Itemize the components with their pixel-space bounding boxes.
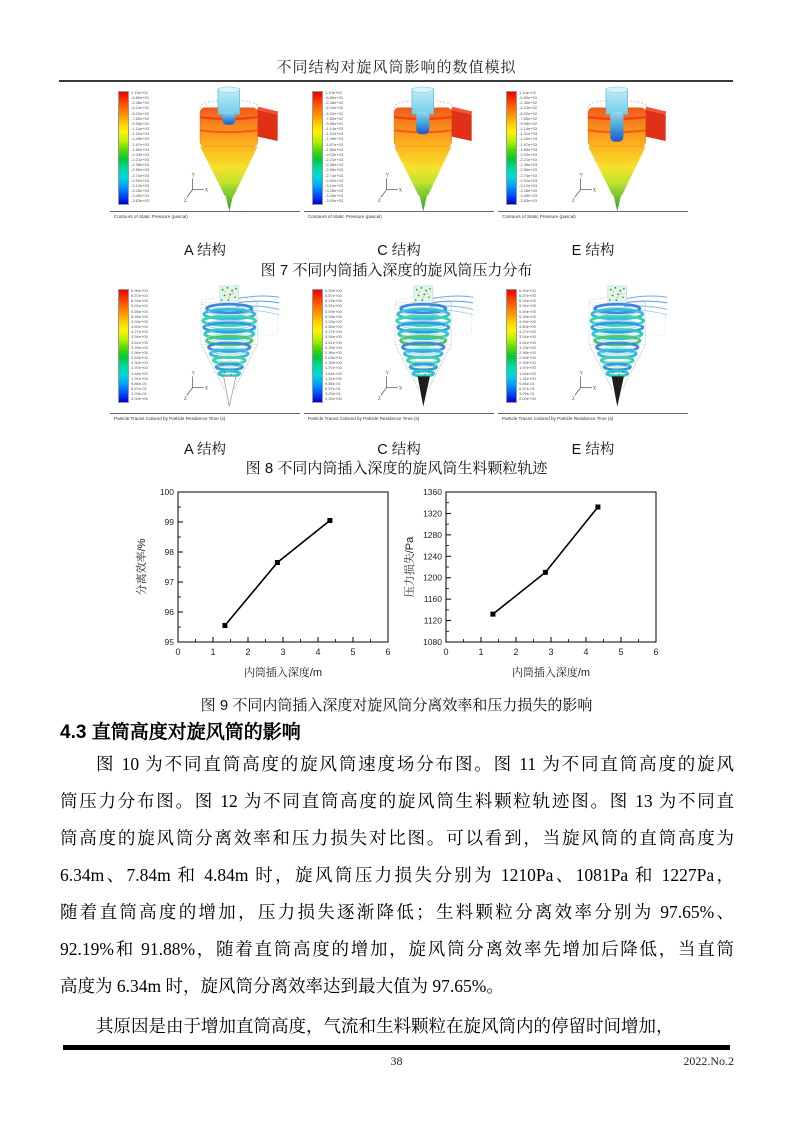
residence-time-colorbar-labels — [325, 288, 342, 401]
chart-canvas — [400, 482, 666, 690]
colorbar-tick-label: -6.80e+01 — [519, 95, 538, 101]
body-line: 其原因是由于增加直筒高度，气流和生料颗粒在旋风筒内的停留时间增加， — [96, 1016, 674, 1036]
body-line: 随着直筒高度的增加，压力损失逐渐降低；生料颗粒分离效率分别为 97.65%、 — [60, 902, 734, 922]
y-tick-label: 1360 — [423, 487, 442, 497]
colorbar-tick-label: -7.80e+02 — [325, 115, 344, 121]
colorbar-tick-label: -1.85e+03 — [519, 146, 538, 152]
body-paragraph-1 — [60, 746, 734, 1005]
figure7-structure-labels — [110, 239, 688, 260]
fluent-caption: Contours of Static Pressure (pascal) — [498, 211, 688, 220]
colorbar-tick-label: 1.64e+00 — [131, 370, 148, 376]
colorbar-tick-label: 4.93e+00 — [325, 318, 342, 324]
residence-time-colorbar — [118, 289, 129, 403]
cyclone-pressure-render — [168, 86, 300, 218]
svg-text:Z: Z — [378, 396, 381, 402]
colorbar-tick-label: 5.59e+00 — [131, 308, 148, 314]
data-point-marker — [275, 560, 280, 565]
y-tick-label: 1280 — [423, 529, 442, 540]
x-tick-label: 3 — [280, 647, 286, 657]
y-tick-label: 1240 — [423, 551, 442, 562]
fluent-caption: Contours of Static Pressure (pascal) — [304, 211, 494, 220]
data-point-marker — [327, 518, 332, 523]
cfd-render-slot — [362, 86, 494, 218]
colorbar-tick-label: 6.57e+00 — [325, 293, 342, 299]
colorbar-tick-label: -3.45e+03 — [325, 193, 344, 199]
svg-text:Y: Y — [579, 371, 583, 377]
x-axis-label: 内筒插入深度/m — [243, 667, 323, 679]
x-tick-label: 5 — [618, 647, 624, 657]
colorbar-tick-label: 4.60e+00 — [131, 324, 148, 330]
colorbar-tick-label: 5.91e+00 — [519, 303, 536, 309]
colorbar-tick-label: 1.10e+02 — [325, 90, 342, 95]
colorbar-tick-label: -2.74e+03 — [519, 172, 538, 178]
colorbar-tick-label: 1.64e+00 — [519, 370, 536, 376]
header-rule — [59, 80, 733, 82]
colorbar-tick-label: -9.58e+02 — [131, 120, 150, 126]
figure8-panel-c — [304, 284, 494, 422]
colorbar-tick-label: 6.90e+00 — [325, 288, 342, 293]
colorbar-tick-label: -3.63e+03 — [325, 198, 344, 204]
x-tick-label: 6 — [653, 647, 659, 657]
structure-label-a: A 结构 — [184, 243, 226, 259]
residence-time-colorbar-labels — [131, 288, 148, 401]
figure7-panel-row — [110, 86, 688, 220]
colorbar-tick-label: 6.57e-01 — [519, 385, 535, 391]
chart-pressure-loss — [400, 482, 666, 690]
pressure-colorbar — [506, 91, 517, 205]
cyclone-pressure-render — [556, 86, 688, 218]
colorbar-tick-label: -4.24e+02 — [325, 105, 344, 111]
svg-text:X: X — [204, 386, 209, 392]
x-axis-label: 内筒插入深度/m — [511, 667, 591, 679]
svg-text:X: X — [204, 188, 209, 194]
colorbar-tick-label: 9.86e-01 — [325, 380, 341, 386]
figure8-panel-e — [498, 284, 688, 422]
pressure-colorbar-labels — [519, 90, 537, 203]
colorbar-tick-label: -2.92e+03 — [131, 177, 150, 183]
y-axis-label: 压力损失/Pa — [404, 536, 416, 598]
data-point-marker — [222, 623, 227, 628]
colorbar-tick-label: -1.49e+03 — [131, 136, 150, 142]
colorbar-tick-label: -1.31e+03 — [325, 131, 344, 137]
fluent-caption: Particle Traces Colored by Particle Residence Time (s) — [498, 413, 688, 422]
colorbar-tick-label: 1.31e+00 — [325, 375, 342, 381]
colorbar-tick-label: -2.46e+02 — [519, 100, 538, 106]
colorbar-tick-label: -1.85e+03 — [325, 146, 344, 152]
colorbar-tick-label: -6.80e+01 — [131, 95, 150, 101]
colorbar-tick-label: -9.58e+02 — [519, 120, 538, 126]
colorbar-tick-label: -1.49e+03 — [519, 136, 538, 142]
issue-label: 2022.No.2 — [683, 1054, 734, 1068]
x-tick-label: 0 — [175, 647, 181, 657]
colorbar-tick-label: 3.61e+00 — [519, 339, 536, 345]
colorbar-tick-label: -1.67e+03 — [325, 141, 344, 147]
structure-label-c: C 结构 — [377, 243, 421, 259]
colorbar-tick-label: -6.02e+02 — [131, 110, 150, 116]
colorbar-tick-label: 2.96e+00 — [325, 349, 342, 355]
colorbar-tick-label: -1.31e+03 — [131, 131, 150, 137]
colorbar-tick-label: 3.94e+00 — [325, 334, 342, 340]
colorbar-tick-label: -3.63e+03 — [519, 198, 538, 204]
colorbar-tick-label: -2.46e+02 — [131, 100, 150, 106]
chart-separation-efficiency — [132, 482, 398, 690]
x-tick-label: 0 — [443, 647, 449, 657]
colorbar-tick-label: 5.26e+00 — [519, 313, 536, 319]
colorbar-tick-label: -2.92e+03 — [325, 177, 344, 183]
colorbar-tick-label: 5.26e+00 — [325, 313, 342, 319]
residence-time-colorbar — [312, 289, 323, 403]
svg-text:Z: Z — [184, 198, 187, 204]
colorbar-tick-label: 1.97e+00 — [131, 365, 148, 371]
x-tick-label: 2 — [245, 647, 251, 657]
colorbar-tick-label: -7.80e+02 — [519, 115, 538, 121]
colorbar-tick-label: 2.96e+00 — [131, 349, 148, 355]
colorbar-tick-label: 4.93e+00 — [519, 318, 536, 324]
colorbar-tick-label: 4.27e+00 — [131, 329, 148, 335]
colorbar-tick-label: -3.45e+03 — [131, 193, 150, 199]
svg-text:Z: Z — [572, 396, 575, 402]
y-tick-label: 1200 — [423, 572, 442, 583]
colorbar-tick-label: 6.90e+00 — [519, 288, 536, 293]
colorbar-tick-label: -4.24e+02 — [519, 105, 538, 111]
colorbar-tick-label: -3.28e+03 — [131, 187, 150, 193]
colorbar-tick-label: 4.27e+00 — [519, 329, 536, 335]
colorbar-tick-label: -2.03e+03 — [131, 151, 150, 157]
body-line: 筒压力分布图。图 12 为不同直筒高度的旋风筒生料颗粒轨迹图。图 13 为不同直 — [60, 791, 734, 811]
colorbar-tick-label: 3.29e-01 — [325, 391, 341, 397]
colorbar-tick-label: 2.30e+00 — [519, 360, 536, 366]
figure7-panel-a — [110, 86, 300, 220]
body-line: 高度为 6.34m 时，旋风筒分离效率达到最大值为 97.65%。 — [60, 976, 504, 996]
colorbar-tick-label: 4.93e+00 — [131, 318, 148, 324]
figure8-panel-row — [110, 284, 688, 422]
figure9-caption: 图 9 不同内筒插入深度对旋风筒分离效率和压力损失的影响 — [200, 697, 593, 714]
cfd-render-slot — [168, 284, 300, 416]
section-heading: 4.3 直筒高度对旋风筒的影响 — [60, 722, 301, 743]
svg-text:Z: Z — [572, 198, 575, 204]
pressure-colorbar — [118, 91, 129, 205]
colorbar-tick-label: 6.57e+00 — [131, 293, 148, 299]
colorbar-tick-label: 2.96e+00 — [519, 349, 536, 355]
colorbar-tick-label: 1.31e+00 — [131, 375, 148, 381]
structure-label-a: A 结构 — [184, 442, 226, 458]
colorbar-tick-label: -3.28e+03 — [519, 187, 538, 193]
colorbar-tick-label: 6.24e+00 — [131, 298, 148, 304]
y-tick-label: 1320 — [423, 508, 442, 519]
svg-text:Z: Z — [378, 198, 381, 204]
footer-rule — [63, 1045, 730, 1050]
colorbar-tick-label: -2.38e+03 — [325, 162, 344, 168]
colorbar-tick-label: 2.30e+00 — [325, 360, 342, 366]
svg-text:Y: Y — [191, 173, 195, 179]
colorbar-tick-label: 5.26e+00 — [131, 313, 148, 319]
x-tick-label: 4 — [583, 647, 589, 657]
colorbar-tick-label: 2.63e+00 — [519, 355, 536, 361]
colorbar-tick-label: -1.85e+03 — [131, 146, 150, 152]
figure7-panel-c — [304, 86, 494, 220]
colorbar-tick-label: -2.21e+03 — [519, 157, 538, 163]
colorbar-tick-label: 5.91e+00 — [325, 303, 342, 309]
colorbar-tick-label: 6.24e+00 — [325, 298, 342, 304]
colorbar-tick-label: -2.92e+03 — [519, 177, 538, 183]
colorbar-tick-label: -2.74e+03 — [325, 172, 344, 178]
colorbar-tick-label: -7.80e+02 — [131, 115, 150, 121]
cyclone-particle-traces-render — [362, 284, 494, 416]
colorbar-tick-label: -2.21e+03 — [131, 157, 150, 163]
y-tick-label: 98 — [164, 547, 174, 557]
colorbar-tick-label: 1.10e+02 — [519, 90, 536, 95]
colorbar-tick-label: 5.59e+00 — [519, 308, 536, 314]
colorbar-tick-label: -3.28e+03 — [325, 187, 344, 193]
colorbar-tick-label: 3.29e+00 — [131, 344, 148, 350]
colorbar-tick-label: 6.57e-01 — [131, 385, 147, 391]
svg-text:X: X — [592, 386, 597, 392]
colorbar-tick-label: -4.24e+02 — [131, 105, 150, 111]
colorbar-tick-label: 4.27e+00 — [325, 329, 342, 335]
figure8-structure-labels — [110, 438, 688, 459]
data-point-marker — [543, 570, 548, 575]
y-tick-label: 95 — [164, 637, 174, 647]
y-tick-label: 1080 — [423, 637, 442, 647]
cfd-render-slot — [362, 284, 494, 416]
colorbar-tick-label: 1.31e+00 — [519, 375, 536, 381]
colorbar-tick-label: 6.24e+00 — [519, 298, 536, 304]
cyclone-particle-traces-render — [168, 284, 300, 416]
colorbar-tick-label: 1.97e+00 — [519, 365, 536, 371]
colorbar-tick-label: -2.38e+03 — [519, 162, 538, 168]
cfd-render-slot — [556, 284, 688, 416]
colorbar-tick-label: 4.60e+00 — [325, 324, 342, 330]
svg-text:Y: Y — [579, 173, 583, 179]
colorbar-tick-label: -1.14e+03 — [325, 126, 344, 132]
colorbar-tick-label: -3.10e+03 — [131, 182, 150, 188]
colorbar-tick-label: -2.03e+03 — [325, 151, 344, 157]
colorbar-tick-label: 2.30e+00 — [131, 360, 148, 366]
y-tick-label: 97 — [164, 577, 174, 587]
colorbar-tick-label: 0.00e+00 — [325, 396, 342, 402]
colorbar-tick-label: -3.10e+03 — [519, 182, 538, 188]
pressure-colorbar-labels — [325, 90, 343, 203]
colorbar-tick-label: -3.45e+03 — [519, 193, 538, 199]
x-tick-label: 4 — [315, 647, 321, 657]
colorbar-tick-label: 1.10e+02 — [131, 90, 148, 95]
colorbar-tick-label: -1.31e+03 — [519, 131, 538, 137]
figure8-caption: 图 8 不同内筒插入深度的旋风筒生料颗粒轨迹 — [245, 460, 548, 477]
colorbar-tick-label: -6.02e+02 — [519, 110, 538, 116]
colorbar-tick-label: 6.57e-01 — [325, 385, 341, 391]
cyclone-particle-traces-render — [556, 284, 688, 416]
svg-text:Y: Y — [191, 371, 195, 377]
colorbar-tick-label: -2.56e+03 — [519, 167, 538, 173]
body-paragraph-2 — [60, 1008, 734, 1045]
colorbar-tick-label: 3.61e+00 — [325, 339, 342, 345]
data-point-marker — [595, 505, 600, 510]
structure-label-c: C 结构 — [377, 442, 421, 458]
svg-text:Z: Z — [184, 396, 187, 402]
colorbar-tick-label: -2.21e+03 — [325, 157, 344, 163]
fluent-caption: Particle Traces Colored by Particle Residence Time (s) — [110, 413, 300, 422]
colorbar-tick-label: 1.64e+00 — [325, 370, 342, 376]
colorbar-tick-label: 2.63e+00 — [131, 355, 148, 361]
figure7-panel-e — [498, 86, 688, 220]
structure-label-e: E 结构 — [571, 243, 615, 259]
colorbar-tick-label: -2.38e+03 — [131, 162, 150, 168]
residence-time-colorbar — [506, 289, 517, 403]
colorbar-tick-label: 0.00e+00 — [131, 396, 148, 402]
running-head-title: 不同结构对旋风筒影响的数值模拟 — [276, 60, 517, 76]
y-tick-label: 99 — [164, 517, 174, 527]
svg-text:Y: Y — [385, 173, 389, 179]
colorbar-tick-label: 2.63e+00 — [325, 355, 342, 361]
figure8-panel-a — [110, 284, 300, 422]
colorbar-tick-label: -3.63e+03 — [131, 198, 150, 204]
colorbar-tick-label: -6.80e+01 — [325, 95, 344, 101]
x-tick-label: 1 — [478, 647, 484, 657]
colorbar-tick-label: 3.94e+00 — [519, 334, 536, 340]
colorbar-tick-label: -1.67e+03 — [131, 141, 150, 147]
y-tick-label: 96 — [164, 607, 174, 617]
svg-text:X: X — [398, 188, 403, 194]
x-tick-label: 2 — [513, 647, 519, 657]
body-line: 筒高度的旋风筒分离效率和压力损失对比图。可以看到，当旋风筒的直筒高度为 — [60, 828, 734, 848]
colorbar-tick-label: 3.29e-01 — [131, 391, 147, 397]
fluent-caption: Particle Traces Colored by Particle Residence Time (s) — [304, 413, 494, 422]
y-tick-label: 100 — [159, 487, 174, 497]
colorbar-tick-label: -2.56e+03 — [131, 167, 150, 173]
data-point-marker — [490, 612, 495, 617]
fluent-caption: Contours of Static Pressure (pascal) — [110, 211, 300, 220]
colorbar-tick-label: 3.94e+00 — [131, 334, 148, 340]
colorbar-tick-label: 9.86e-01 — [519, 380, 535, 386]
x-tick-label: 5 — [350, 647, 356, 657]
chart-canvas — [132, 482, 398, 690]
cfd-render-slot — [556, 86, 688, 218]
colorbar-tick-label: 3.29e-01 — [519, 391, 535, 397]
colorbar-tick-label: -1.49e+03 — [325, 136, 344, 142]
colorbar-tick-label: 5.59e+00 — [325, 308, 342, 314]
colorbar-tick-label: 3.61e+00 — [131, 339, 148, 345]
colorbar-tick-label: -1.14e+03 — [519, 126, 538, 132]
colorbar-tick-label: -2.46e+02 — [325, 100, 344, 106]
svg-text:X: X — [592, 188, 597, 194]
x-tick-label: 1 — [210, 647, 216, 657]
colorbar-tick-label: 3.29e+00 — [325, 344, 342, 350]
x-tick-label: 3 — [548, 647, 554, 657]
colorbar-tick-label: 0.00e+00 — [519, 396, 536, 402]
colorbar-tick-label: 1.97e+00 — [325, 365, 342, 371]
figure7-caption: 图 7 不同内筒插入深度的旋风筒压力分布 — [260, 262, 533, 279]
y-tick-label: 1160 — [423, 594, 442, 605]
colorbar-tick-label: -2.56e+03 — [325, 167, 344, 173]
colorbar-tick-label: 9.86e-01 — [131, 380, 147, 386]
colorbar-tick-label: 4.60e+00 — [519, 324, 536, 330]
colorbar-tick-label: -2.74e+03 — [131, 172, 150, 178]
colorbar-tick-label: 5.91e+00 — [131, 303, 148, 309]
colorbar-tick-label: 6.90e+00 — [131, 288, 148, 293]
cyclone-pressure-render — [362, 86, 494, 218]
colorbar-tick-label: -1.14e+03 — [131, 126, 150, 132]
body-line: 图 10 为不同直筒高度的旋风筒速度场分布图。图 11 为不同直筒高度的旋风 — [96, 754, 734, 774]
colorbar-tick-label: 6.57e+00 — [519, 293, 536, 299]
y-tick-label: 1120 — [423, 615, 442, 626]
colorbar-tick-label: 3.29e+00 — [519, 344, 536, 350]
colorbar-tick-label: -1.67e+03 — [519, 141, 538, 147]
y-axis-label: 分离效率/% — [136, 538, 148, 596]
cfd-render-slot — [168, 86, 300, 218]
page-number: 38 — [390, 1054, 403, 1068]
residence-time-colorbar-labels — [519, 288, 536, 401]
x-tick-label: 6 — [385, 647, 391, 657]
colorbar-tick-label: -9.58e+02 — [325, 120, 344, 126]
body-line: 92.19%和 91.88%，随着直筒高度的增加，旋风筒分离效率先增加后降低，当直筒 — [60, 939, 734, 959]
colorbar-tick-label: -3.10e+03 — [325, 182, 344, 188]
pressure-colorbar — [312, 91, 323, 205]
body-line: 6.34m、7.84m 和 4.84m 时，旋风筒压力损失分别为 1210Pa、1081Pa 和 1227Pa， — [60, 865, 734, 885]
structure-label-e: E 结构 — [571, 442, 615, 458]
colorbar-tick-label: -2.03e+03 — [519, 151, 538, 157]
colorbar-tick-label: -6.02e+02 — [325, 110, 344, 116]
svg-text:Y: Y — [385, 371, 389, 377]
pressure-colorbar-labels — [131, 90, 149, 203]
svg-text:X: X — [398, 386, 403, 392]
